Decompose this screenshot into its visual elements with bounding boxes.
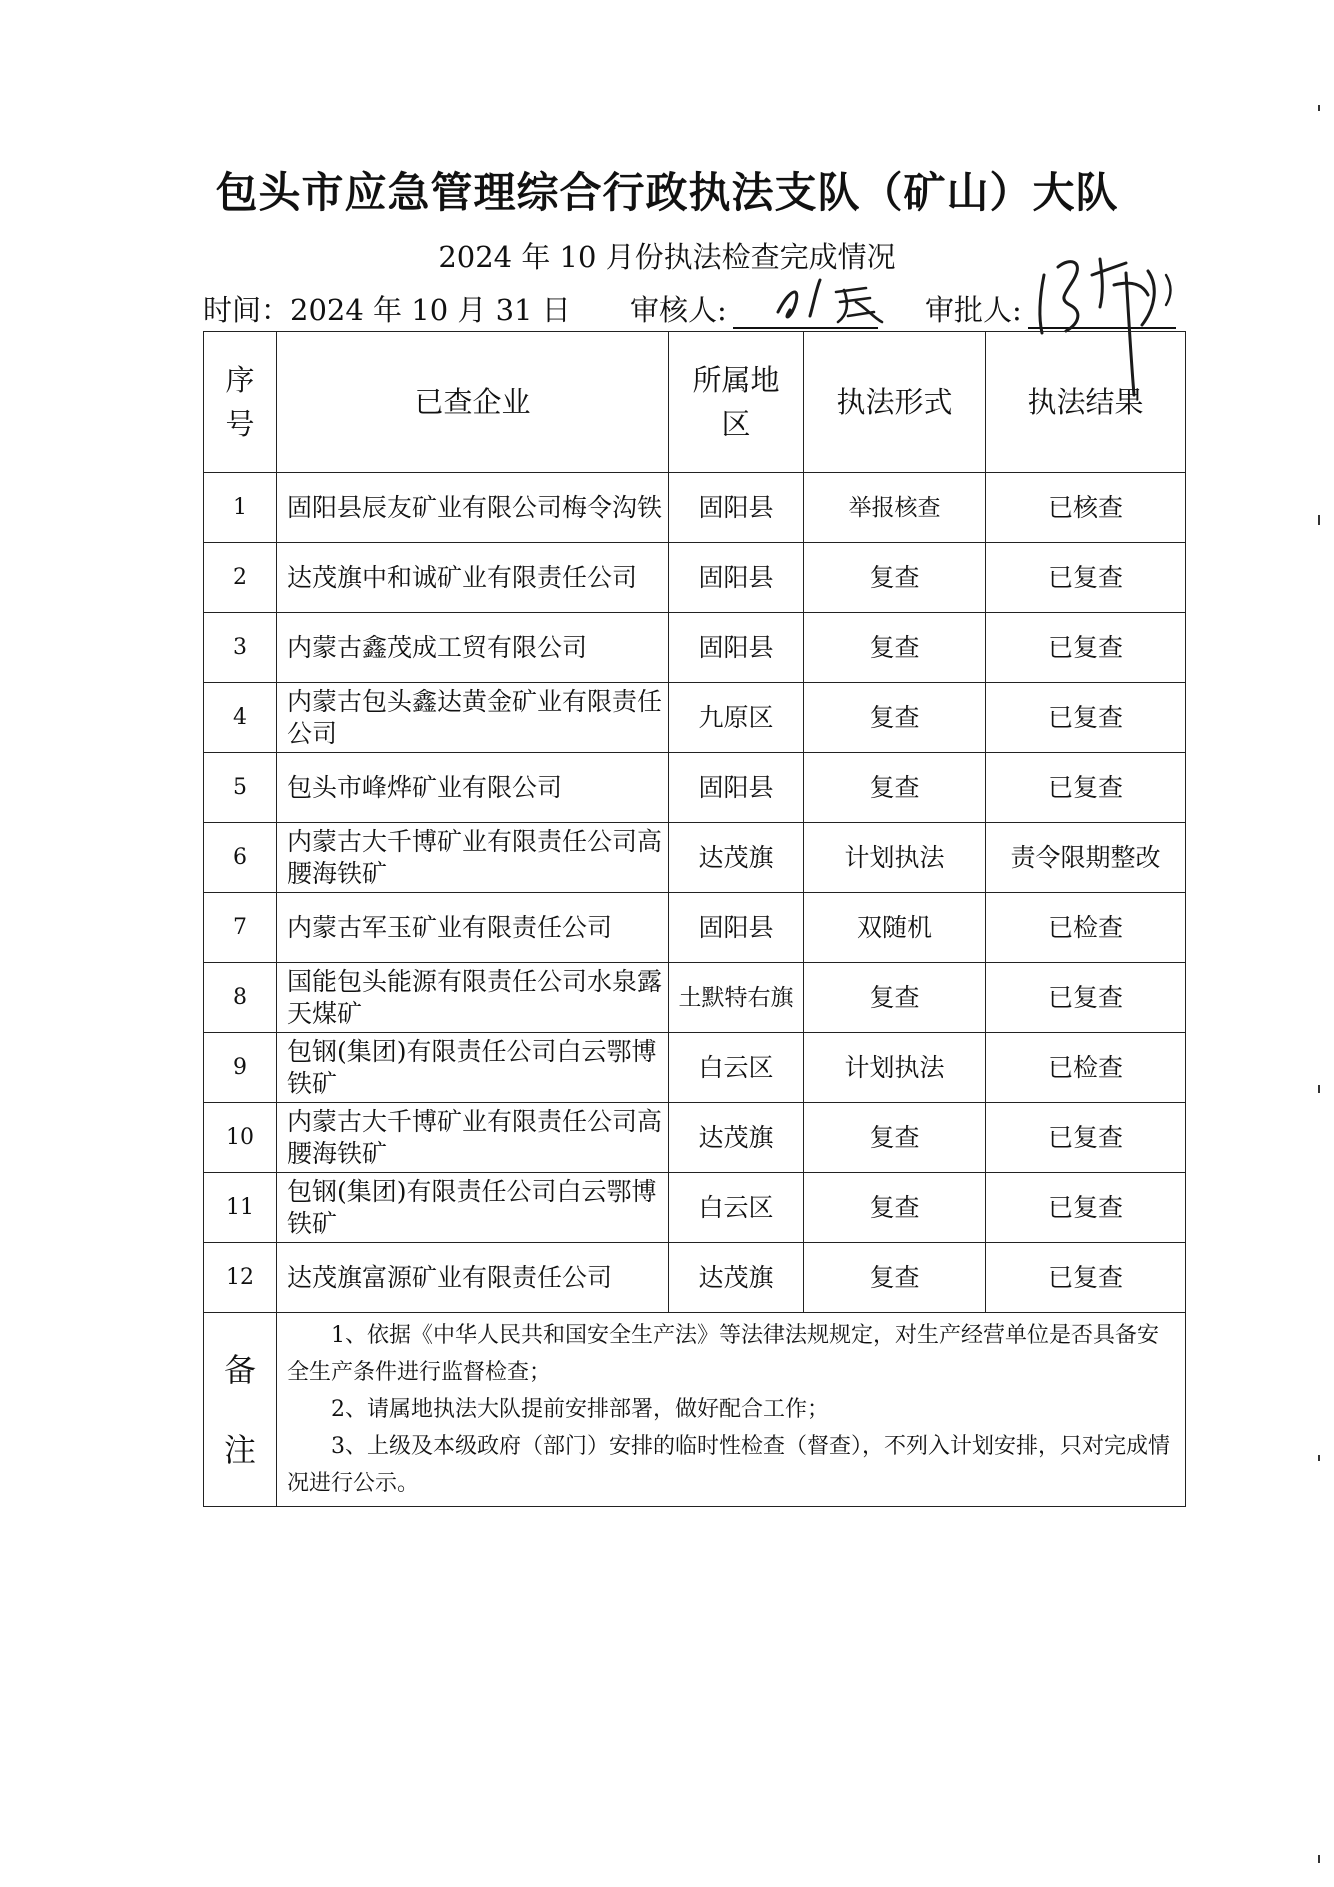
table-row: [204, 823, 1186, 893]
row-region: 土默特右旗: [669, 963, 804, 1033]
row-form: 计划执法: [804, 1033, 986, 1103]
scan-mark: [1318, 515, 1320, 525]
row-region: 达茂旗: [669, 823, 804, 893]
row-company: 内蒙古包头鑫达黄金矿业有限责任公司: [277, 683, 669, 753]
row-result: 责令限期整改: [986, 823, 1186, 893]
row-form: 复查: [804, 1173, 986, 1243]
row-result: 已核查: [986, 473, 1186, 543]
scan-mark: [1318, 1085, 1320, 1093]
row-region: 达茂旗: [669, 1103, 804, 1173]
row-result: 已复查: [986, 683, 1186, 753]
row-region: 固阳县: [669, 893, 804, 963]
row-result: 已复查: [986, 543, 1186, 613]
row-no: 3: [204, 613, 277, 683]
table-row: [204, 893, 1186, 963]
row-no: 1: [204, 473, 277, 543]
row-company: 达茂旗富源矿业有限责任公司: [277, 1243, 669, 1313]
date-label: 时间：: [203, 293, 291, 327]
scan-mark: [1318, 105, 1320, 111]
note-item: 1、依据《中华人民共和国安全生产法》等法律法规规定，对生产经营单位是否具备安全生产条件进行监督检查；: [287, 1323, 1159, 1385]
row-no: 8: [204, 963, 277, 1033]
table-row: [204, 1173, 1186, 1243]
document-subtitle: 2024 年 10 月份执法检查完成情况: [438, 240, 896, 274]
row-region: 固阳县: [669, 753, 804, 823]
row-no: 11: [204, 1173, 277, 1243]
row-company: 包钢(集团)有限责任公司白云鄂博铁矿: [277, 1033, 669, 1103]
table-row: [204, 1243, 1186, 1313]
date-field: [203, 288, 571, 328]
scan-mark: [1318, 1455, 1320, 1461]
header-result: 执法结果: [986, 332, 1186, 473]
header-no: 序号: [204, 332, 277, 473]
row-company: 国能包头能源有限责任公司水泉露天煤矿: [277, 963, 669, 1033]
row-result: 已检查: [986, 1033, 1186, 1103]
row-form: 复查: [804, 1103, 986, 1173]
row-form: 复查: [804, 613, 986, 683]
table-row: [204, 963, 1186, 1033]
note-item: 3、上级及本级政府（部门）安排的临时性检查（督查），不列入计划安排，只对完成情况进行公示。: [287, 1434, 1170, 1496]
row-region: 九原区: [669, 683, 804, 753]
row-company: 内蒙古鑫茂成工贸有限公司: [277, 613, 669, 683]
notes-row: [204, 1313, 1186, 1507]
row-company: 内蒙古大千博矿业有限责任公司高腰海铁矿: [277, 1103, 669, 1173]
document-title: 包头市应急管理综合行政执法支队（矿山）大队: [215, 168, 1119, 217]
row-form: 复查: [804, 543, 986, 613]
row-no: 2: [204, 543, 277, 613]
row-form: 复查: [804, 683, 986, 753]
approver-label: 审批人:: [925, 293, 1022, 327]
row-form: 复查: [804, 1243, 986, 1313]
row-form: 复查: [804, 963, 986, 1033]
notes-content: [277, 1313, 1186, 1507]
row-region: 固阳县: [669, 473, 804, 543]
row-region: 达茂旗: [669, 1243, 804, 1313]
row-company: 包头市峰烨矿业有限公司: [277, 753, 669, 823]
reviewer-signature: [770, 272, 900, 328]
header-region: 所属地区: [669, 332, 804, 473]
reviewer-label: 审核人:: [630, 293, 727, 327]
table-header-row: [204, 332, 1186, 473]
table-row: [204, 1033, 1186, 1103]
table-row: [204, 543, 1186, 613]
table-row: [204, 753, 1186, 823]
notes-label: 备注: [204, 1313, 277, 1507]
table-row: [204, 1103, 1186, 1173]
row-result: 已复查: [986, 1103, 1186, 1173]
date-value: 2024 年 10 月 31 日: [290, 293, 571, 327]
header-company: 已查企业: [277, 332, 669, 473]
row-no: 12: [204, 1243, 277, 1313]
row-company: 固阳县辰友矿业有限公司梅令沟铁: [277, 473, 669, 543]
row-result: 已复查: [986, 613, 1186, 683]
row-company: 包钢(集团)有限责任公司白云鄂博铁矿: [277, 1173, 669, 1243]
note-item: 2、请属地执法大队提前安排部署，做好配合工作；: [331, 1397, 829, 1422]
row-no: 6: [204, 823, 277, 893]
row-region: 固阳县: [669, 613, 804, 683]
row-region: 固阳县: [669, 543, 804, 613]
header-form: 执法形式: [804, 332, 986, 473]
row-form: 举报核查: [804, 473, 986, 543]
row-no: 7: [204, 893, 277, 963]
table-row: [204, 683, 1186, 753]
table-row: [204, 473, 1186, 543]
row-form: 双随机: [804, 893, 986, 963]
row-region: 白云区: [669, 1033, 804, 1103]
row-company: 内蒙古大千博矿业有限责任公司高腰海铁矿: [277, 823, 669, 893]
row-result: 已复查: [986, 1243, 1186, 1313]
row-form: 复查: [804, 753, 986, 823]
row-result: 已复查: [986, 963, 1186, 1033]
row-result: 已检查: [986, 893, 1186, 963]
scan-mark: [1318, 1855, 1320, 1863]
row-company: 内蒙古军玉矿业有限责任公司: [277, 893, 669, 963]
row-result: 已复查: [986, 1173, 1186, 1243]
row-company: 达茂旗中和诚矿业有限责任公司: [277, 543, 669, 613]
row-result: 已复查: [986, 753, 1186, 823]
row-no: 4: [204, 683, 277, 753]
row-region: 白云区: [669, 1173, 804, 1243]
row-no: 5: [204, 753, 277, 823]
row-no: 10: [204, 1103, 277, 1173]
table-row: [204, 613, 1186, 683]
row-form: 计划执法: [804, 823, 986, 893]
row-no: 9: [204, 1033, 277, 1103]
inspection-table: [203, 331, 1186, 1507]
